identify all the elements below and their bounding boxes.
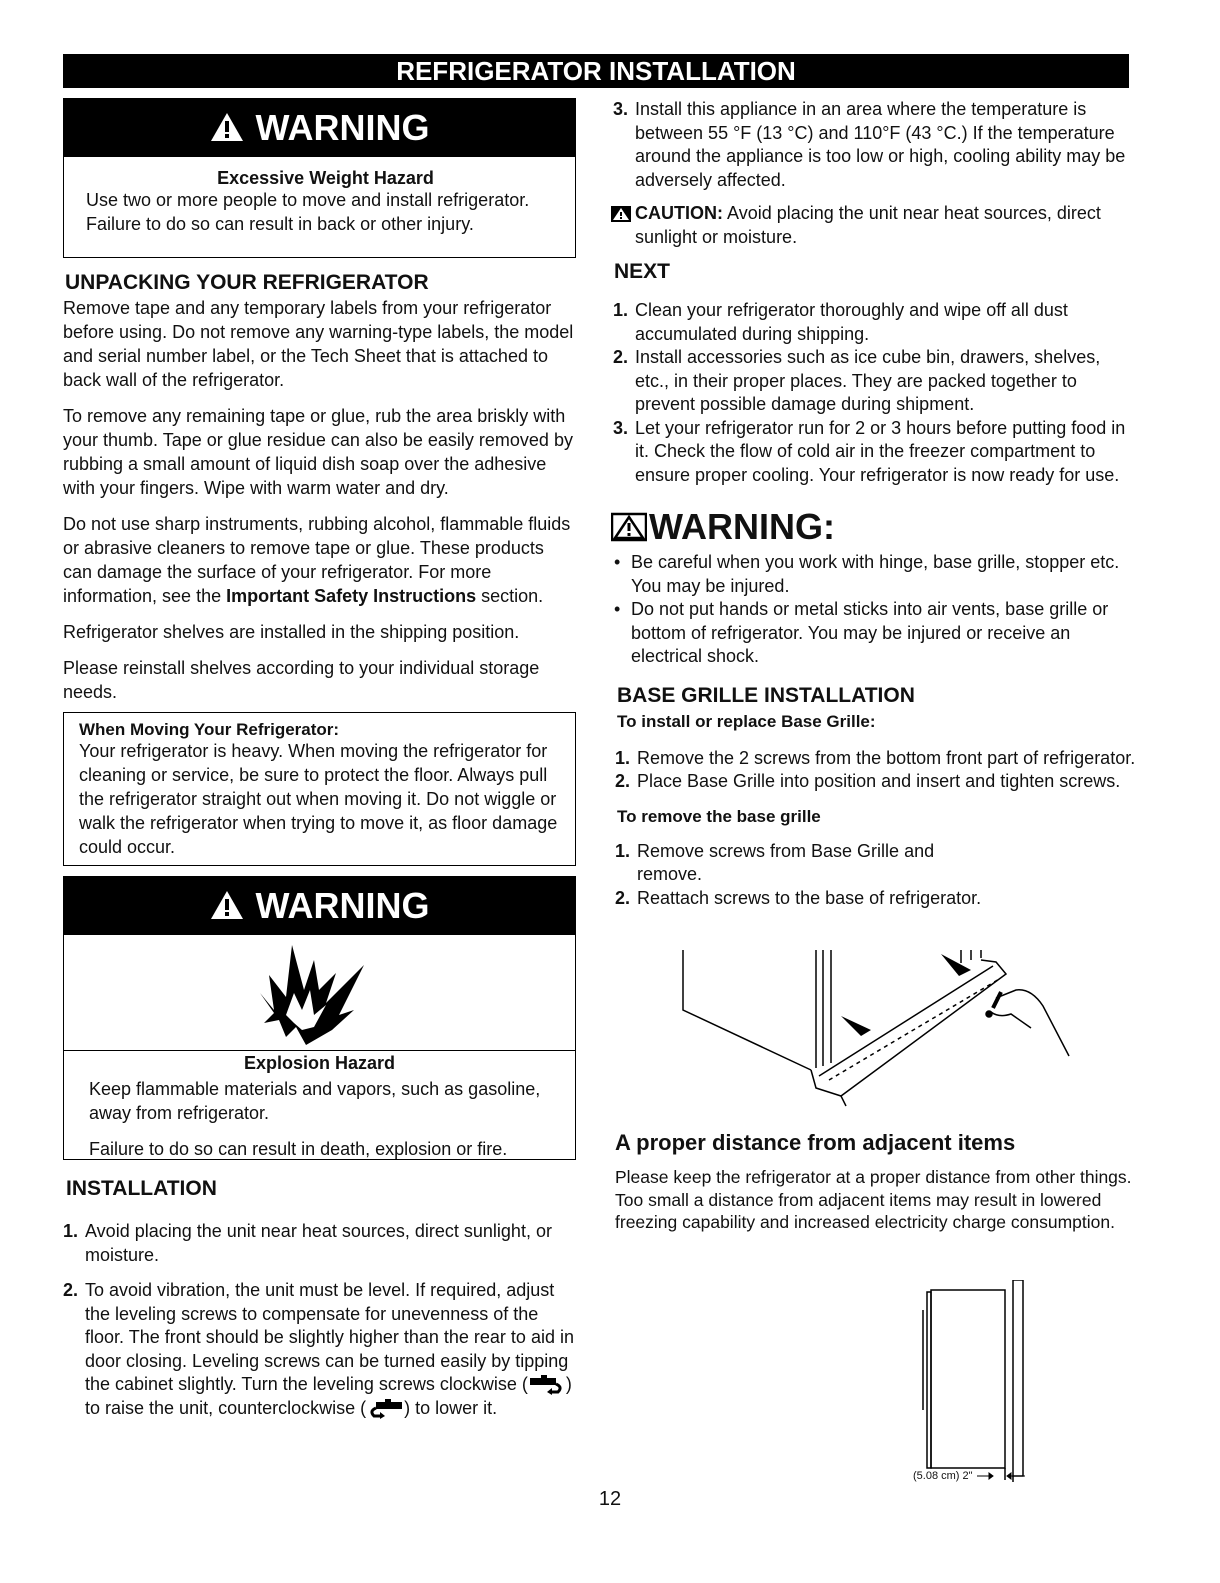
- warning-heading: WARNING: [255, 107, 430, 148]
- installation-step: 1. Avoid placing the unit near heat sources, direct sunlight, or moisture.: [63, 1221, 552, 1265]
- caution-label: CAUTION:: [635, 203, 723, 223]
- page-title: REFRIGERATOR INSTALLATION: [63, 54, 1129, 88]
- warning-header: [64, 877, 575, 935]
- warning-triangle-icon: [210, 890, 244, 920]
- hazard-line: Failure to do so can result in back or other injury.: [86, 214, 474, 234]
- distance-dimension: [913, 1470, 1027, 1482]
- distance-text: Please keep the refrigerator at a proper distance from other things. Too small a distance from adjacent items may result in lowered freezing capability and increased electricity charge consumption.: [615, 1167, 1132, 1232]
- caution-note: CAUTION: Avoid placing the unit near heat sources, direct sunlight or moisture.: [611, 202, 1139, 249]
- next-step: 2. Install accessories such as ice cube bin, drawers, shelves, etc., in their proper places. They are packed together to prevent possible damage during shipment.: [613, 347, 1101, 414]
- warning-heading: WARNING:: [649, 506, 835, 547]
- moving-note-text: Your refrigerator is heavy. When moving the refrigerator for cleaning or service, be sure to protect the floor. Always pull the refrigerator straight out when moving it. Do not wiggle or walk the refrigerator when trying to move it, as floor damage could occur.: [79, 741, 558, 857]
- left-column: [63, 98, 576, 1420]
- distance-illustration: [909, 1280, 1039, 1490]
- warning-heading: WARNING: [255, 885, 430, 926]
- grille-remove-step: 2. Reattach screws to the base of refrigerator.: [615, 887, 982, 908]
- caution-triangle-icon: [611, 202, 635, 249]
- warning-triangle-icon: [210, 112, 244, 142]
- grille-install-step: 2. Place Base Grille into position and insert and tighten screws.: [615, 771, 1121, 791]
- hazard-line: Failure to do so can result in death, explosion or fire.: [89, 1139, 508, 1159]
- next-step: 3. Let your refrigerator run for 2 or 3 hours before putting food in it. Check the flow of cold air in the freezer compartment to ensure proper cooling. Your refrigerator is now ready for use.: [613, 417, 1126, 485]
- warning-banner: [611, 507, 1139, 547]
- explosion-warning-box: [63, 876, 576, 1160]
- install-subheading: To install or replace Base Grille:: [617, 711, 876, 731]
- unpacking-heading: UNPACKING YOUR REFRIGERATOR: [65, 271, 429, 294]
- next-heading: NEXT: [614, 260, 671, 283]
- next-step: 1. Clean your refrigerator thoroughly and wipe off all dust accumulated during shipping.: [613, 300, 1068, 344]
- hazard-line: Keep flammable materials and vapors, such as gasoline, away from refrigerator.: [89, 1079, 541, 1123]
- hazard-line: Use two or more people to move and install refrigerator.: [86, 190, 530, 210]
- base-grille-heading: BASE GRILLE INSTALLATION: [617, 683, 915, 707]
- warning-bullet: • Be careful when you work with hinge, base grille, stopper etc. You may be injured.: [614, 552, 1120, 596]
- warning-header: [64, 99, 575, 157]
- remove-subheading: To remove the base grille: [617, 806, 821, 826]
- unpacking-paragraph: Refrigerator shelves are installed in the shipping position.: [63, 622, 520, 642]
- unpacking-paragraph: Remove tape and any temporary labels from your refrigerator before using. Do not remove any warning-type labels, the model and serial number label, or the Tech Sheet that is attached to back wall of the refrigerator.: [63, 298, 574, 390]
- installation-step: 3. Install this appliance in an area where the temperature is between 55 °F (13 °C) and 110°F (43 °C.) If the temperature around the appliance is too low or high, cooling ability may be adversely affected.: [613, 99, 1126, 190]
- weight-warning-box: [63, 98, 576, 258]
- warning-bullet: • Do not put hands or metal sticks into air vents, base grille or bottom of refrigerator. You may be injured or receive an electrical shock.: [614, 599, 1109, 666]
- counterclockwise-icon: [366, 1399, 404, 1419]
- hazard-title: Excessive Weight Hazard: [217, 168, 434, 188]
- base-grille-illustration: [671, 948, 1139, 1108]
- dimension-arrows-icon: [977, 1471, 1027, 1481]
- hazard-title: Explosion Hazard: [243, 1053, 396, 1073]
- page-number: 12: [598, 1488, 622, 1510]
- clockwise-icon: [528, 1375, 566, 1395]
- installation-heading: INSTALLATION: [66, 1177, 217, 1200]
- installation-step: 2. To avoid vibration, the unit must be level. If required, adjust the leveling screws to compensate for unevenness of the floor. The front should be slightly higher than the rear to aid in door closing. Leveling screws can be turned easily by tipping the cabinet slightly. Turn the leveling screws clockwise ( ) to raise the unit, counterclockwise ( ) to lower it.: [63, 1280, 574, 1418]
- distance-heading: A proper distance from adjacent items: [615, 1130, 1016, 1155]
- warning-triangle-icon: [611, 512, 647, 542]
- grille-install-step: 1. Remove the 2 screws from the bottom front part of refrigerator.: [615, 747, 1136, 768]
- distance-dimension-label: (5.08 cm) 2": [913, 1470, 973, 1482]
- grille-remove-step: 1. Remove screws from Base Grille and remove.: [615, 840, 935, 884]
- unpacking-paragraph: To remove any remaining tape or glue, rub the area briskly with your thumb. Tape or glue residue can also be easily removed by rubbing a small amount of liquid dish soap over the adhesive with your fingers. Wipe with warm water and dry.: [63, 406, 573, 498]
- unpacking-paragraph: Please reinstall shelves according to your individual storage needs.: [63, 658, 540, 702]
- moving-note-box: [63, 712, 576, 866]
- safety-instructions-ref: Important Safety Instructions: [226, 586, 477, 606]
- right-column: [611, 98, 1139, 1482]
- moving-note-title: When Moving Your Refrigerator:: [79, 720, 340, 739]
- unpacking-paragraph: Do not use sharp instruments, rubbing alcohol, flammable fluids or abrasive cleaners to remove tape or glue. These products can damage the surface of your refrigerator. For more information, see the Important Safety Instructions section.: [63, 514, 571, 606]
- explosion-icon: [64, 935, 575, 1051]
